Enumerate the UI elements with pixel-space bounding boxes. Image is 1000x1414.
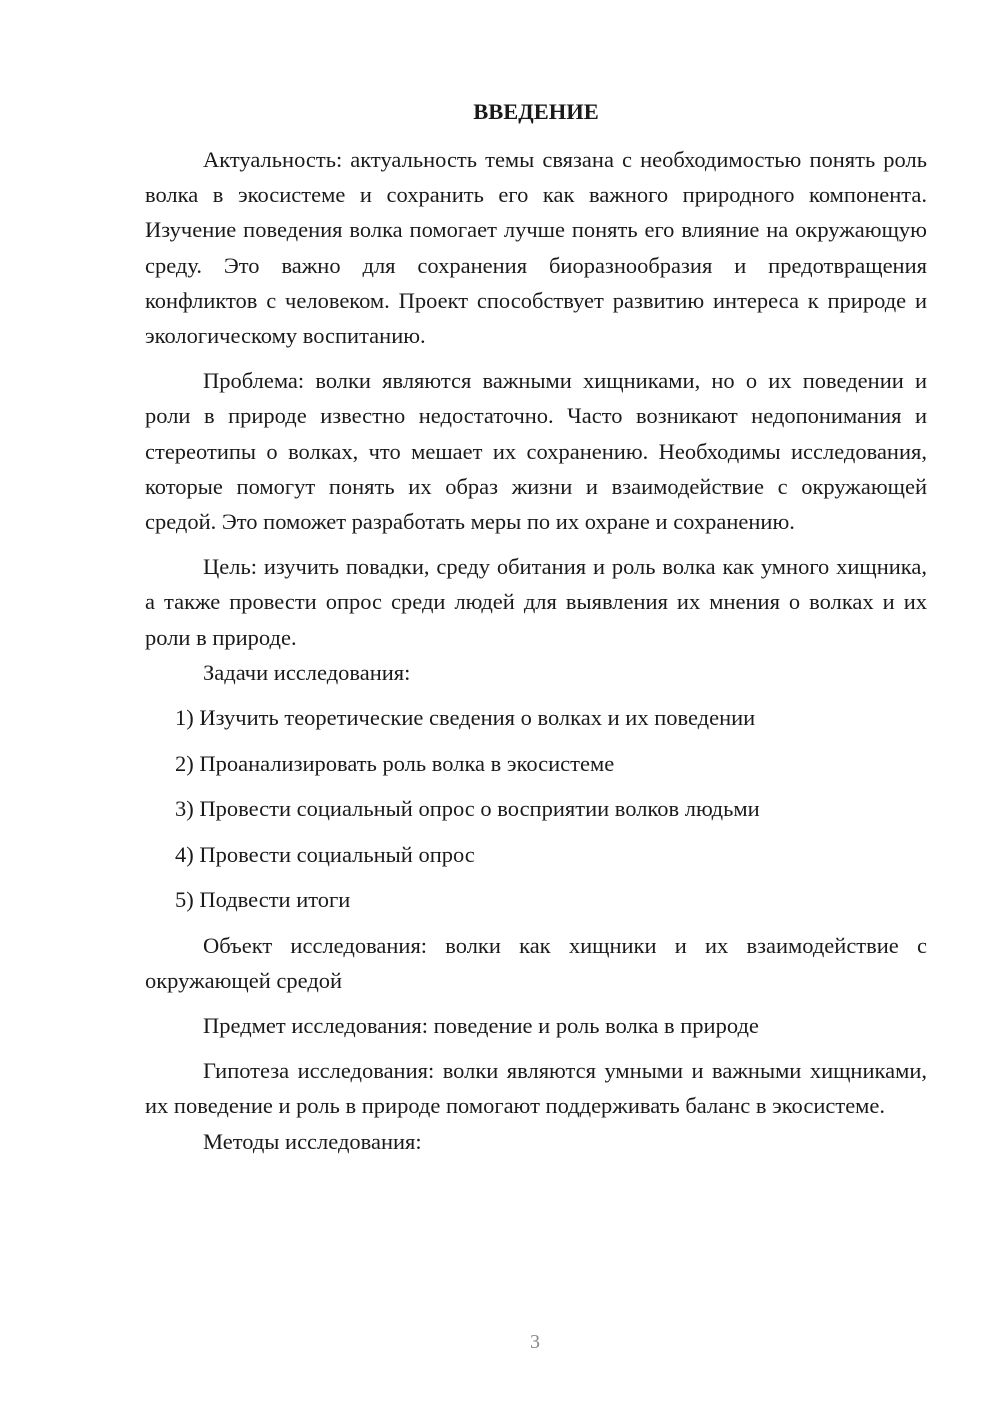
task-item-2: 2) Проанализировать роль волка в экосистеме [175,750,615,776]
page-content [145,94,927,1159]
page-number: 3 [530,1331,540,1353]
task-item-3: 3) Провести социальный опрос о восприятии волков людьми [175,796,760,822]
relevance-paragraph: Актуальность: актуальность темы связана с необходимостью понять роль волка в экосистеме и сохранить его как важного природного компонента. Изучение поведения волка помогает лучше понять его влияние на окружающую среду. Это важно для сохранения биоразнообразия и предотвращения конфликтов с человеком. Проект способствует развитию интереса к природе и экологическому воспитанию. [145,147,927,349]
methods-label: Методы исследования: [203,1128,422,1154]
problem-paragraph: Проблема: волки являются важными хищниками, но о их поведении и роли в природе известно недостаточно. Часто возникают недопонимания и стереотипы о волках, что мешает их сохранению. Необходимы исследования, которые помогут понять их образ жизни и взаимодействие с окружающей средой. Это поможет разработать меры по их охране и сохранению. [145,368,927,535]
task-item-4: 4) Провести социальный опрос [175,841,475,867]
hypothesis-paragraph: Гипотеза исследования: волки являются умными и важными хищниками, их поведение и роль в природе помогают поддерживать баланс в экосистеме. [145,1058,927,1119]
object-paragraph: Объект исследования: волки как хищники и их взаимодействие с окружающей средой [145,932,927,993]
tasks-label: Задачи исследования: [203,659,411,685]
task-item-1: 1) Изучить теоретические сведения о волках и их поведении [175,705,756,731]
task-item-5: 5) Подвести итоги [175,887,351,913]
tasks-list [145,700,927,928]
goal-paragraph: Цель: изучить повадки, среду обитания и роль волка как умного хищника, а также провести опрос среди людей для выявления их мнения о волках и их роли в природе. [145,554,927,650]
section-heading: ВВЕДЕНИЕ [473,99,599,124]
subject-paragraph: Предмет исследования: поведение и роль волка в природе [203,1012,759,1038]
